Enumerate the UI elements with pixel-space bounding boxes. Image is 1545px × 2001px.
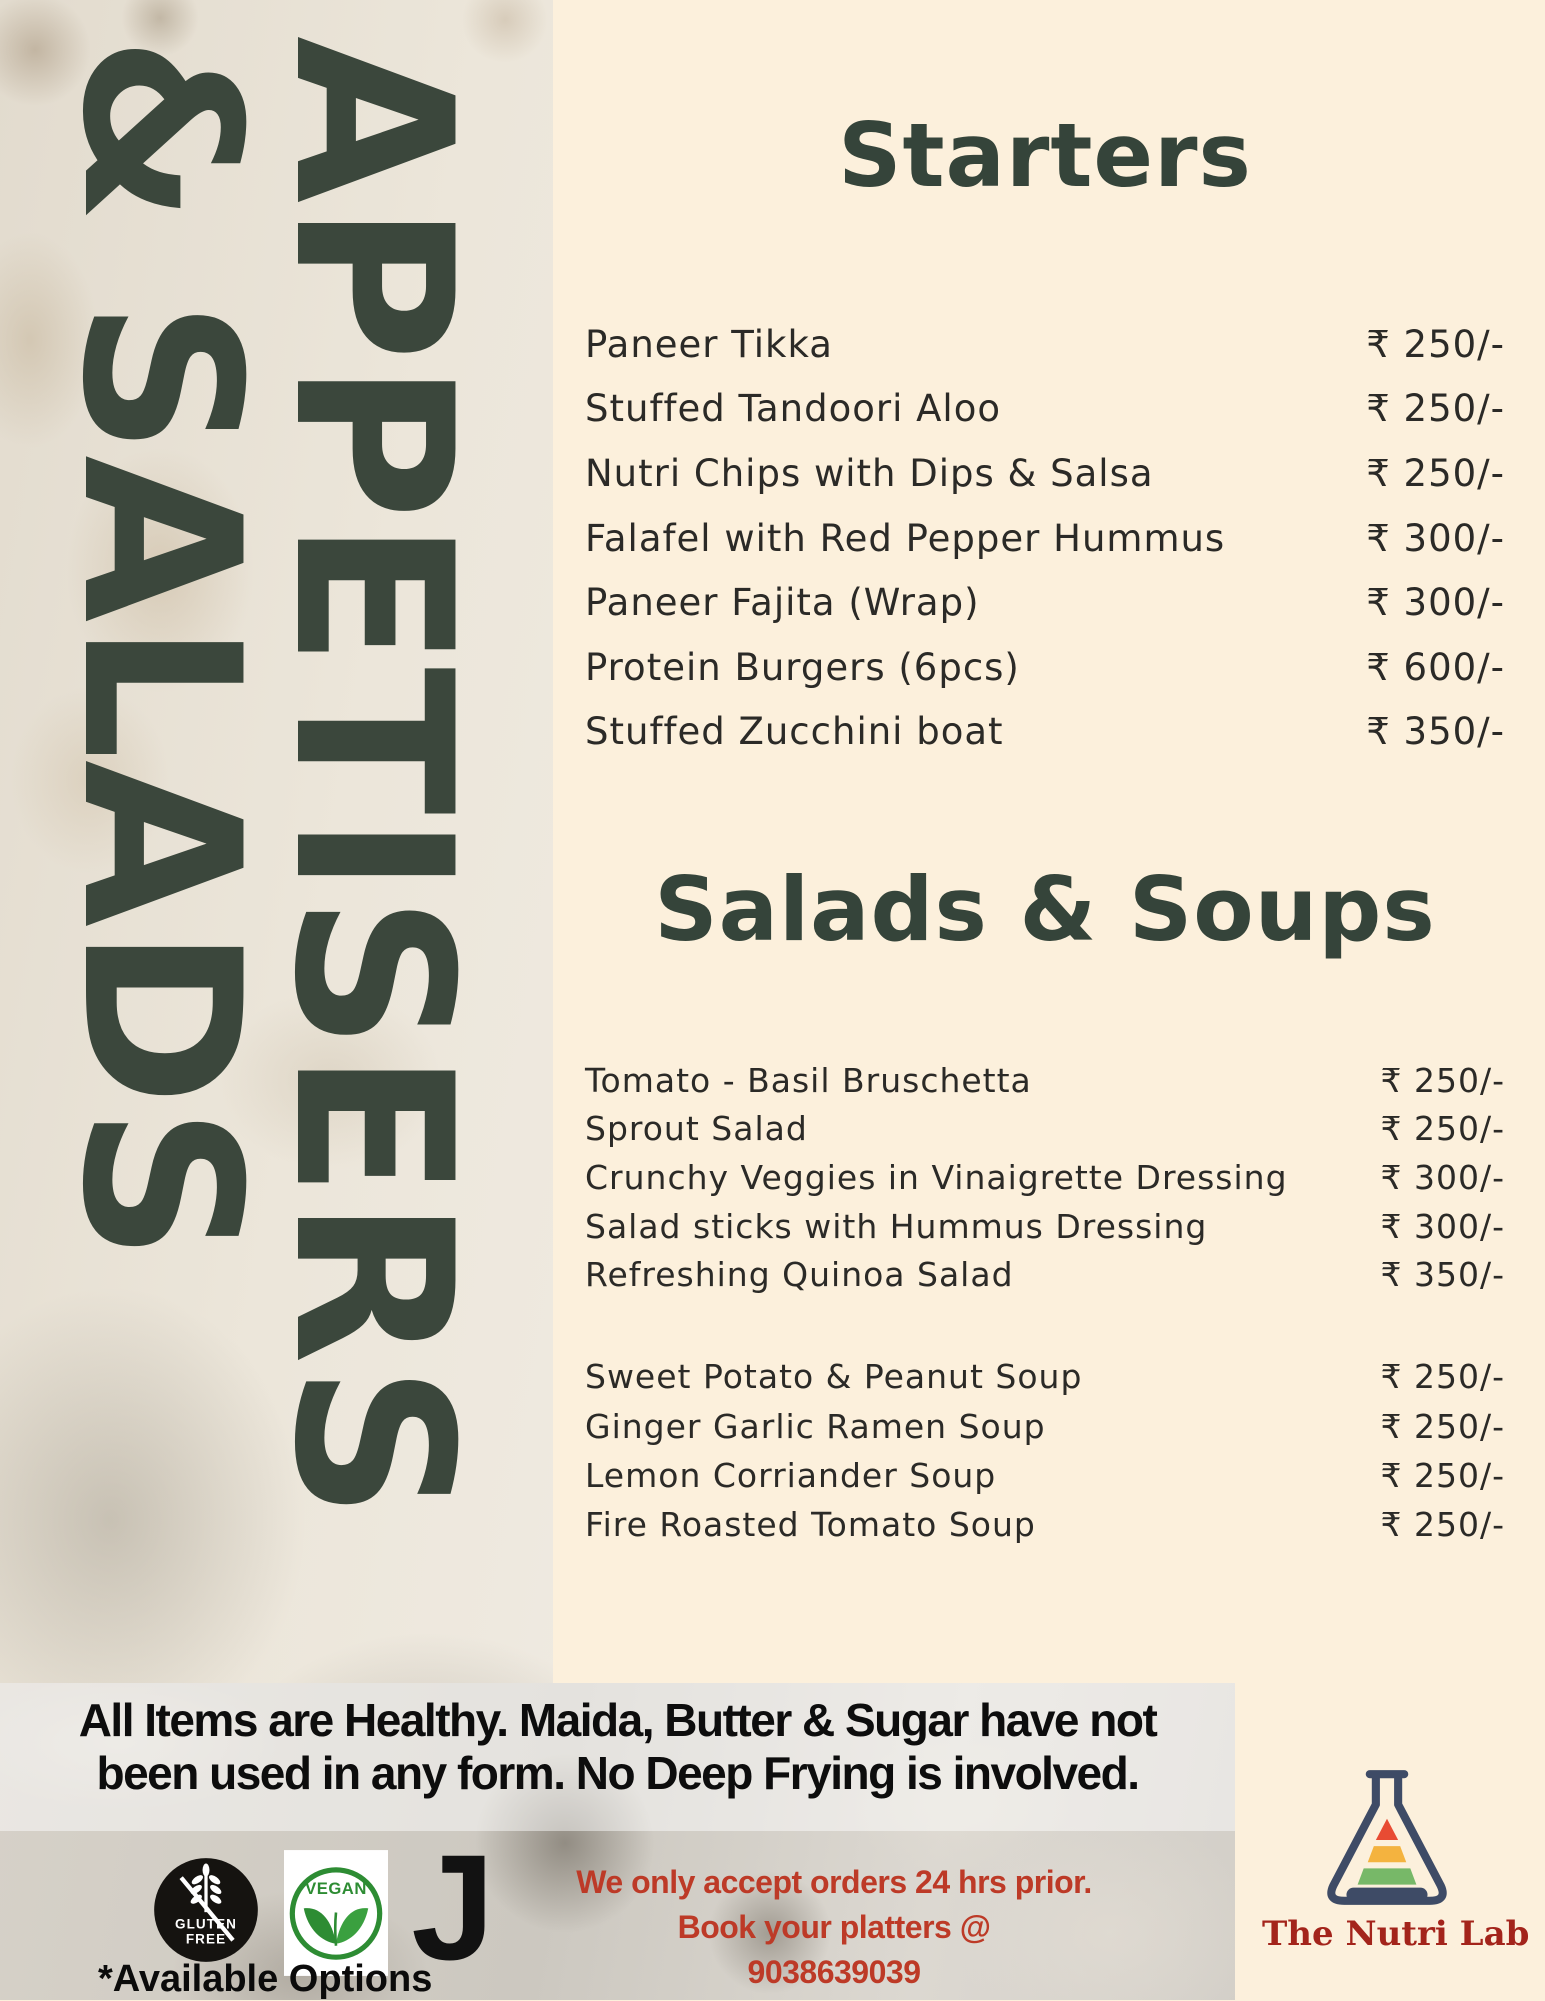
menu-item-name: Protein Burgers (6pcs): [585, 645, 1020, 689]
menu-item-name: Salad sticks with Hummus Dressing: [585, 1206, 1208, 1246]
menu-item-row: [585, 441, 1505, 506]
page-title-line2: & SALADS: [35, 36, 286, 1262]
menu-item-price: ₹ 250/-: [1380, 1060, 1505, 1100]
menu-item-name: Lemon Corriander Soup: [585, 1455, 997, 1495]
menu-item-price: ₹ 250/-: [1380, 1109, 1505, 1149]
menu-item-name: Stuffed Zucchini boat: [585, 710, 1004, 754]
page-title-line1: APPETISERS: [247, 36, 498, 1521]
menu-item-row: [585, 1352, 1505, 1401]
menu-item-price: ₹ 250/-: [1380, 1505, 1505, 1545]
order-notice: [554, 1860, 1114, 1995]
menu-item-row: [585, 1056, 1505, 1105]
menu-item-name: Nutri Chips with Dips & Salsa: [585, 451, 1154, 495]
menu-item-name: Paneer Fajita (Wrap): [585, 581, 980, 625]
menu-item-price: ₹ 350/-: [1380, 1255, 1505, 1295]
starters-list: [585, 312, 1505, 764]
health-note: [0, 1694, 1235, 1800]
health-note-line1: All Items are Healthy. Maida, Butter & Sugar have not: [78, 1694, 1157, 1746]
menu-item-name: Tomato - Basil Bruschetta: [585, 1060, 1032, 1100]
menu-item-price: ₹ 250/-: [1366, 451, 1505, 495]
menu-item-row: [585, 1500, 1505, 1549]
order-notice-line2: Book your platters @: [677, 1909, 991, 1945]
order-notice-line1: We only accept orders 24 hrs prior.: [576, 1864, 1092, 1900]
page-title-vertical: [35, 36, 498, 1521]
gluten-free-icon: [152, 1856, 260, 1964]
menu-item-row: [585, 700, 1505, 765]
menu-item-row: [585, 1250, 1505, 1299]
menu-item-name: Fire Roasted Tomato Soup: [585, 1505, 1036, 1545]
menu-item-price: ₹ 300/-: [1380, 1206, 1505, 1246]
salads-list: [585, 1056, 1505, 1299]
menu-item-row: [585, 570, 1505, 635]
menu-item-price: ₹ 600/-: [1366, 645, 1505, 689]
menu-item-price: ₹ 250/-: [1380, 1357, 1505, 1397]
menu-item-row: [585, 1105, 1505, 1154]
health-note-line2: been used in any form. No Deep Frying is involved.: [96, 1747, 1139, 1799]
available-options-note: *Available Options: [98, 1958, 433, 2000]
soups-list: [585, 1352, 1505, 1550]
brand-logo: [1262, 1768, 1530, 1954]
menu-item-name: Stuffed Tandoori Aloo: [585, 387, 1001, 431]
menu-item-row: [585, 1451, 1505, 1500]
menu-item-row: [585, 635, 1505, 700]
order-phone: 9038639039: [747, 1954, 921, 1990]
menu-item-name: Ginger Garlic Ramen Soup: [585, 1406, 1046, 1446]
menu-item-row: [585, 506, 1505, 571]
menu-item-name: Sweet Potato & Peanut Soup: [585, 1357, 1083, 1397]
menu-item-name: Falafel with Red Pepper Hummus: [585, 516, 1226, 560]
menu-item-name: Refreshing Quinoa Salad: [585, 1255, 1014, 1295]
menu-item-price: ₹ 300/-: [1380, 1157, 1505, 1197]
menu-item-name: Crunchy Veggies in Vinaigrette Dressing: [585, 1157, 1288, 1197]
gluten-free-label-1: GLUTEN: [175, 1916, 237, 1932]
menu-item-price: ₹ 250/-: [1380, 1406, 1505, 1446]
menu-item-row: [585, 312, 1505, 377]
nutrition-flask-icon: [1311, 1768, 1463, 1910]
menu-item-price: ₹ 250/-: [1366, 322, 1505, 366]
menu-item-name: Sprout Salad: [585, 1109, 808, 1149]
menu-item-price: ₹ 300/-: [1366, 581, 1505, 625]
menu-item-price: ₹ 250/-: [1366, 387, 1505, 431]
menu-item-price: ₹ 350/-: [1366, 710, 1505, 754]
menu-item-row: [585, 1401, 1505, 1450]
salads-soups-heading: Salads & Soups: [654, 858, 1436, 961]
menu-item-price: ₹ 250/-: [1380, 1455, 1505, 1495]
starters-heading: Starters: [838, 104, 1252, 207]
menu-item-row: [585, 1153, 1505, 1202]
vegan-label: VEGAN: [305, 1878, 367, 1898]
gluten-free-label-2: FREE: [185, 1931, 227, 1947]
menu-item-price: ₹ 300/-: [1366, 516, 1505, 560]
jain-badge: J: [411, 1823, 495, 1991]
menu-item-row: [585, 377, 1505, 442]
menu-item-row: [585, 1202, 1505, 1251]
brand-name: The Nutri Lab: [1262, 1914, 1530, 1954]
gluten-free-badge: [152, 1856, 260, 1964]
menu-item-name: Paneer Tikka: [585, 322, 833, 366]
